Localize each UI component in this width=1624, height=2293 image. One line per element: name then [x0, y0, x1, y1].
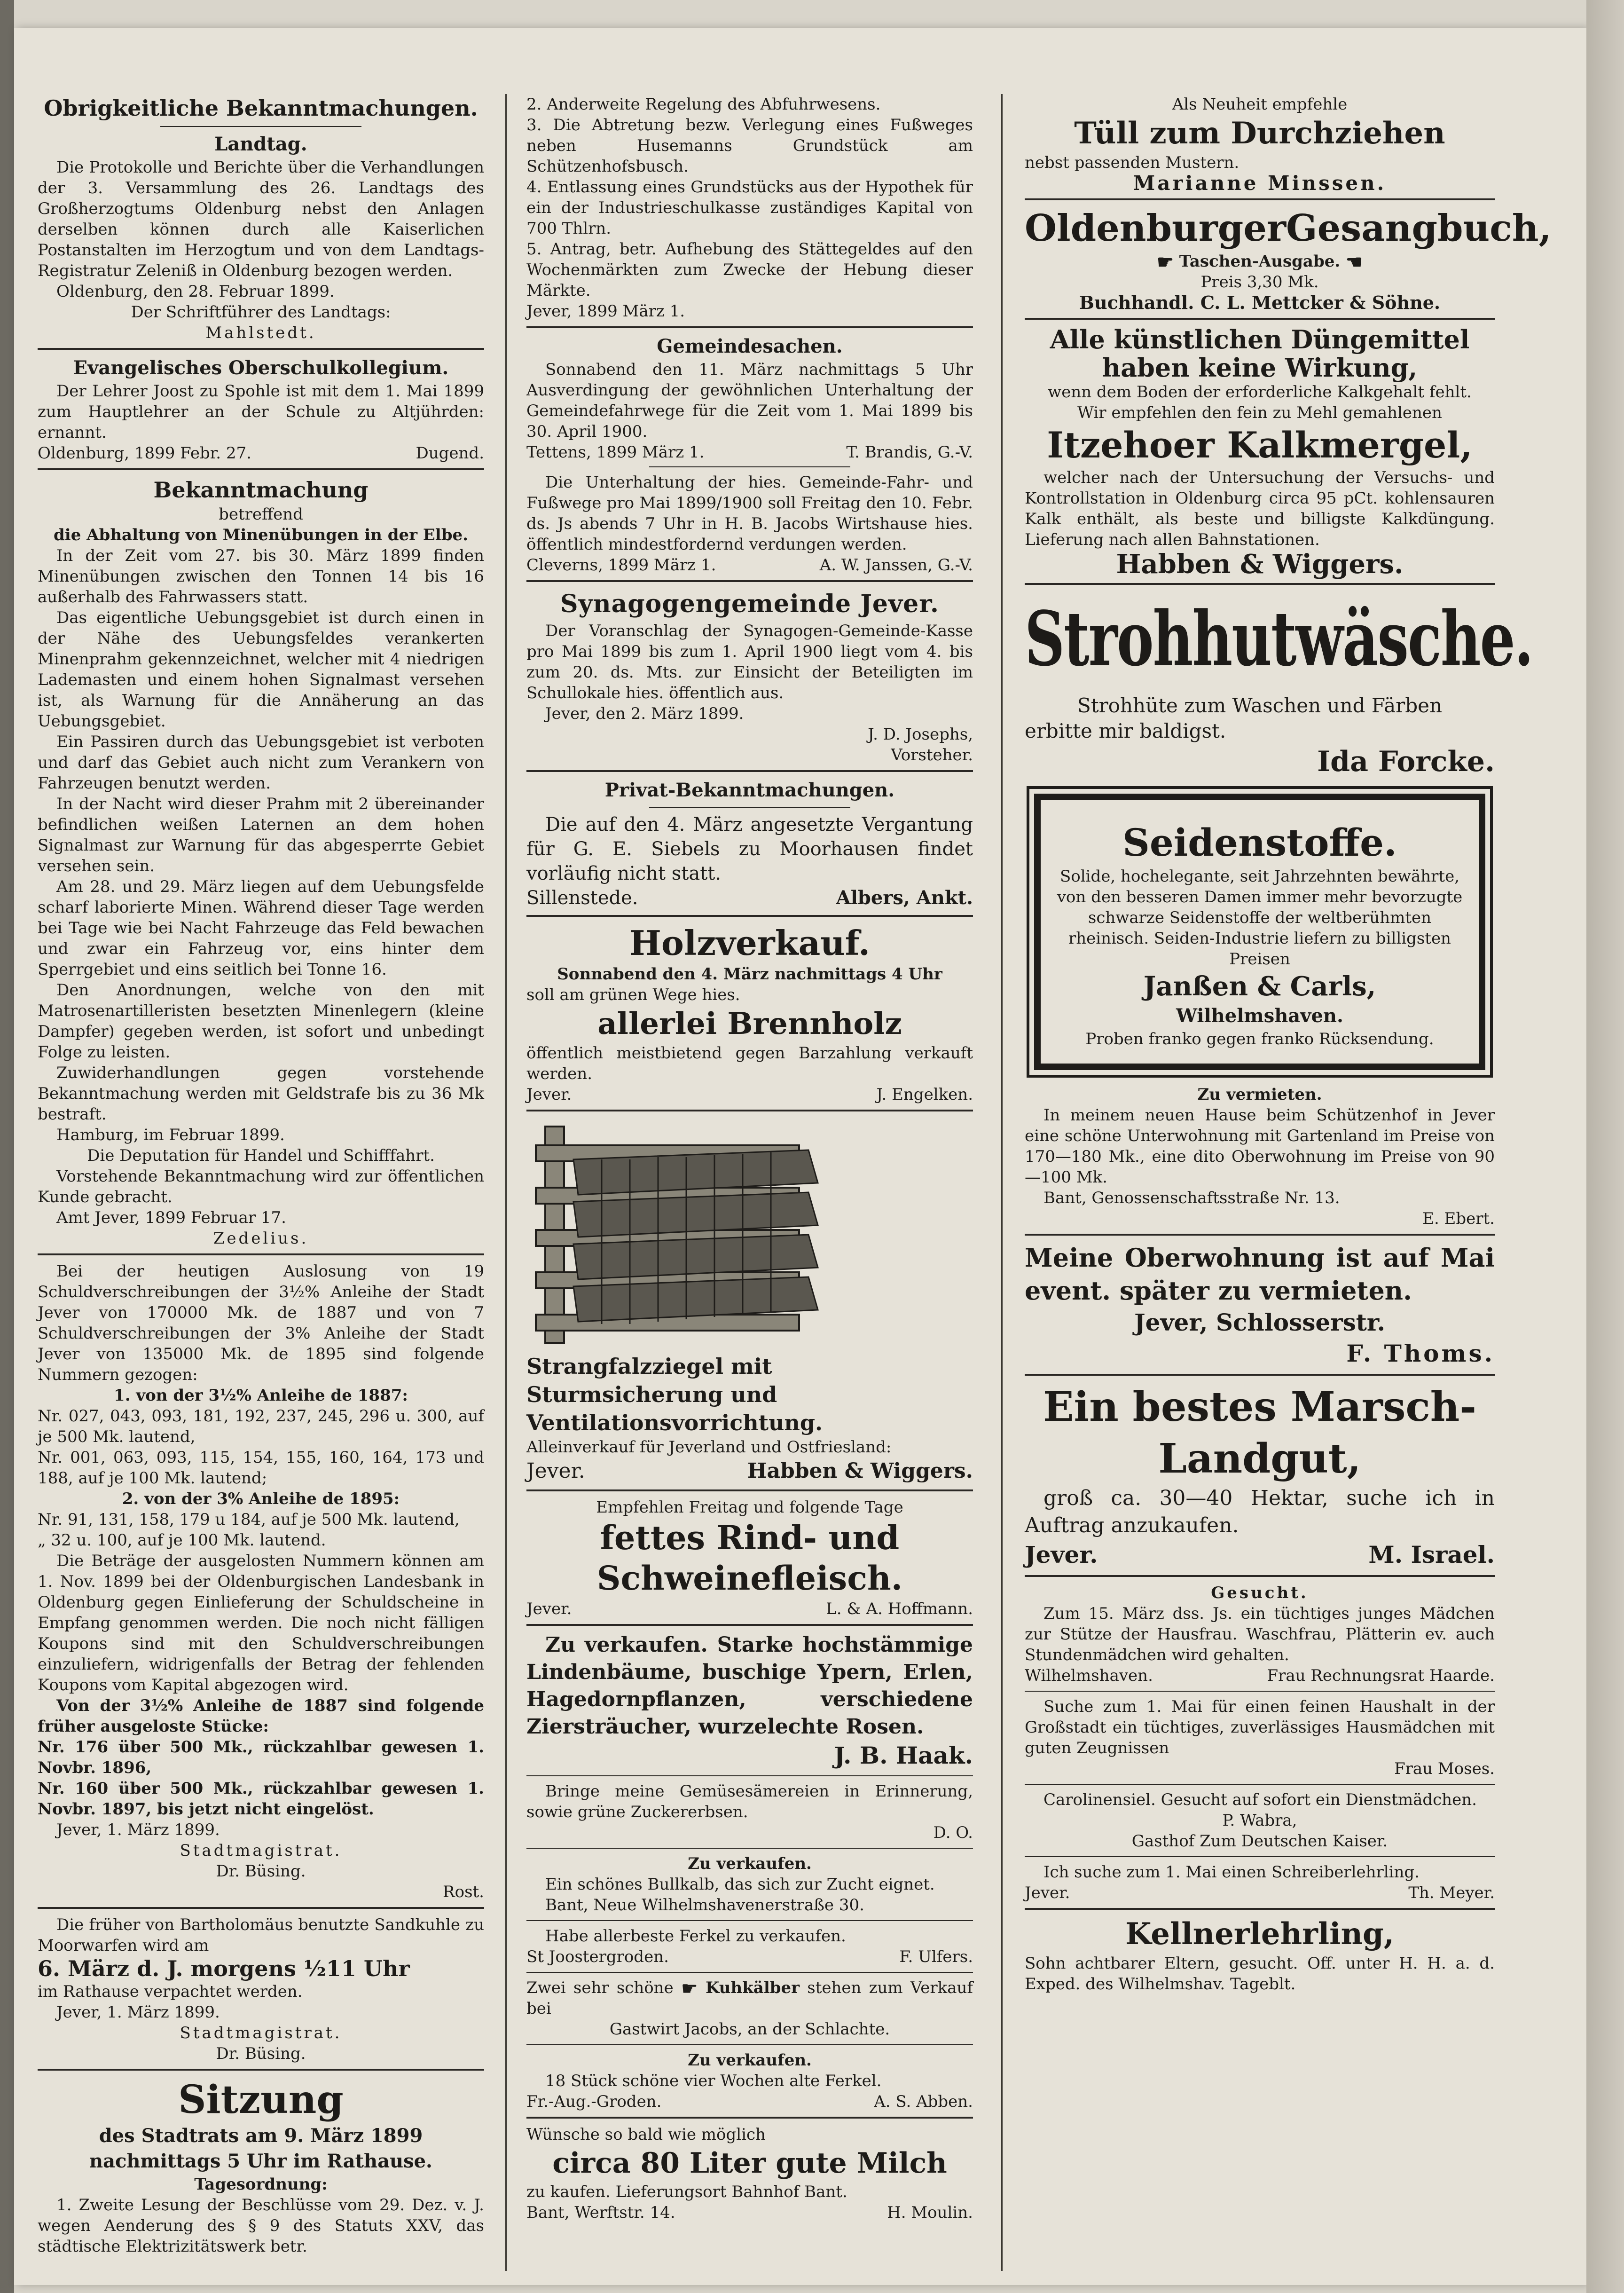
notice-name: Zedelius.	[213, 1229, 309, 1248]
notice-footer	[38, 443, 484, 464]
number-list: Nr. 001, 063, 093, 115, 154, 155, 160, 164, 173 und 188, auf je 100 Mk. lautend;	[38, 1448, 484, 1488]
ad-headline: circa 80 Liter gute Milch	[552, 2147, 947, 2180]
section-title-official: Obrigkeitliche Bekanntmachungen.	[44, 95, 478, 121]
list-heading: 2. von der 3% Anleihe de 1895:	[122, 1489, 400, 1508]
advertiser-name: F. Thoms.	[1346, 1340, 1495, 1367]
divider	[526, 2044, 973, 2045]
notice-body: Der Lehrer Joost zu Spohle ist mit dem 1. Mai 1899 zum Hauptlehrer an der Schule zu Altjührden: ernannt.	[38, 382, 484, 442]
paragraph: Wir empfehlen den fein zu Mehl gemahlenen	[1077, 403, 1442, 422]
ad-headline: Alle künstlichen Düngemittel	[1050, 324, 1470, 355]
ad-footer	[526, 2091, 973, 2112]
list-heading: 1. von der 3½% Anleihe de 1887:	[114, 1386, 408, 1405]
paragraph: erbitte mir baldigst.	[1025, 719, 1226, 742]
agenda-item: 4. Entlassung eines Grundstücks aus der Hypothek für ein der Industrieschulkasse zuständiges Kapital von 700 Thlrn.	[526, 178, 973, 238]
notice-date: Jever, den 2. März 1899.	[545, 704, 744, 723]
divider	[1025, 583, 1495, 585]
ad-ferkel-2	[526, 2050, 973, 2112]
divider	[1025, 318, 1495, 320]
notice-sandkuhle	[38, 1915, 484, 2064]
divider	[526, 915, 973, 917]
paragraph	[526, 1978, 973, 2019]
paragraph: Von der 3½% Anleihe de 1887 sind folgende früher ausgeloste Stücke:	[38, 1696, 484, 1736]
paragraph: Zum 15. März dss. Js. ein tüchtiges junges Mädchen zur Stütze der Hausfrau. Waschfrau, Plätterin ev. auch Stundenmädchen wird gehalten.	[1025, 1604, 1495, 1664]
advertiser-name: Buchhandl. C. L. Mettcker & Söhne.	[1079, 292, 1441, 313]
notice-date: Jever, 1899 März 1.	[526, 302, 685, 321]
paragraph: Alleinverkauf für Jeverland und Ostfriesland:	[526, 1438, 892, 1457]
notice-signer: Stadtmagistrat.	[180, 1841, 342, 1860]
ad-holzverkauf	[526, 922, 973, 1105]
ad-footer	[526, 886, 973, 910]
ad-headline: Seidenstoffe.	[1122, 820, 1397, 865]
column-rule	[505, 94, 507, 2271]
ad-headline: Strohhutwäsche.	[1025, 594, 1533, 683]
notice-date: Jever, 1. März 1899.	[56, 2003, 220, 2022]
ad-footer	[526, 1084, 973, 1105]
paragraph: Bringe meine Gemüsesämereien in Erinnerung, sowie grüne Zuckererbsen.	[526, 1782, 973, 1821]
page-edge	[1586, 0, 1624, 2293]
advertiser-name: Th. Meyer.	[1408, 1883, 1495, 1902]
roof-tile-illustration	[526, 1117, 827, 1352]
ad-headline: Strangfalzziegel mit Sturmsicherung und Ventilationsvorrichtung.	[526, 1354, 823, 1435]
advertiser-name: F. Ulfers.	[899, 1947, 973, 1966]
paragraph: Die auf den 4. März angesetzte Vergantung für G. E. Siebels zu Moorhausen findet vorläufig nicht statt.	[526, 814, 973, 884]
advertiser-name: Janßen & Carls,	[1143, 971, 1376, 1002]
divider	[526, 1848, 973, 1849]
place: Jever.	[1025, 1541, 1098, 1568]
ad-vergantung	[526, 778, 973, 910]
notice-date: Jever, 1. März 1899.	[56, 1820, 220, 1839]
divider	[1025, 198, 1495, 200]
ad-headline: Schweinefleisch.	[596, 1559, 903, 1598]
pointing-hand-icon: ☛	[681, 1978, 698, 2000]
notice-name: Mahlstedt.	[205, 323, 316, 342]
column-1	[38, 94, 484, 2261]
notice-signer: Der Schriftführer des Landtags:	[131, 303, 391, 322]
ad-headline: Ein bestes Marsch-	[1043, 1383, 1476, 1431]
notice-title: Bekanntmachung	[153, 477, 369, 503]
place: St Joostergroden.	[526, 1947, 669, 1966]
text-run: stehen zum Verkauf bei	[526, 1978, 973, 2018]
place: Jever.	[526, 1085, 572, 1104]
divider	[526, 326, 973, 328]
paragraph: Den Anordnungen, welche von den mit Matrosenartilleristen besetzten Minenlegern (kleine Dampfer) gegeben werden, ist sofort und unbedingt Folge zu leisten.	[38, 981, 484, 1062]
paragraph: nebst passenden Mustern.	[1025, 153, 1240, 172]
divider	[1025, 1575, 1495, 1577]
agenda-continued	[526, 94, 973, 322]
ad-title: Zu verkaufen.	[688, 2051, 812, 2070]
ad-bullkalb	[526, 1853, 973, 1915]
address: Gasthof Zum Deutschen Kaiser.	[1131, 1832, 1388, 1851]
paragraph: Das eigentliche Uebungsgebiet ist durch einen in der Nähe des Uebungsfeldes verankerten Minenprahm gekennzeichnet, welcher mit 4 niedrigen Lademasten und einem hohen Signalmast versehen ist, als Warnung für die Annäherung an das Uebungsgebiet.	[38, 608, 484, 731]
text-run: Kuhkälber	[705, 1978, 800, 1997]
text-run: Taschen-Ausgabe.	[1179, 252, 1341, 271]
advertiser-name: Ida Forcke.	[1317, 745, 1495, 778]
divider	[38, 348, 484, 350]
paragraph: Der Voranschlag der Synagogen-Gemeinde-Kasse pro Mai 1899 bis zum 1. April 1900 liegt vom 4. bis zum 20. ds. Mts. zur Einsicht der Beteiligten im Schullokale hies. öffentlich aus.	[526, 622, 973, 702]
ad-footer	[1025, 1665, 1495, 1686]
divider	[1025, 1908, 1495, 1910]
divider	[1025, 1374, 1495, 1376]
ad-sub	[1025, 251, 1495, 272]
ad-fleisch	[526, 1497, 973, 1619]
paragraph: 18 Stück schöne vier Wochen alte Ferkel.	[545, 2072, 882, 2090]
divider	[38, 1253, 484, 1255]
paragraph: Wünsche so bald wie möglich	[526, 2125, 766, 2144]
paragraph: In meinem neuen Hause beim Schützenhof in Jever eine schöne Unterwohnung mit Gartenland im Preise von 170—180 Mk., eine dito Oberwohnung im Preise von 90—100 Mk.	[1025, 1106, 1495, 1187]
ad-headline: OldenburgerGesangbuch,	[1025, 207, 1552, 250]
paragraph: Carolinensiel. Gesucht auf sofort ein Dienstmädchen.	[1043, 1790, 1477, 1809]
number-list: Nr. 027, 043, 093, 181, 192, 237, 245, 296 u. 300, auf je 500 Mk. lautend,	[38, 1407, 484, 1446]
paragraph: Nr. 160 über 500 Mk., rückzahlbar gewesen 1. Novbr. 1897, bis jetzt nicht eingelöst.	[38, 1779, 484, 1819]
notice-title: Synagogengemeinde Jever.	[560, 590, 939, 618]
advertiser-city: Wilhelmshaven.	[1176, 1005, 1343, 1027]
ad-footer	[526, 2202, 973, 2223]
ad-headline: Landgut,	[1158, 1435, 1361, 1482]
agenda-title: Tagesordnung:	[194, 2175, 328, 2194]
advertiser-name: P. Wabra,	[1222, 1811, 1297, 1830]
number-list: Nr. 91, 131, 158, 179 u 184, auf je 500 Mk. lautend,	[38, 1510, 460, 1529]
notice-footer	[526, 555, 973, 575]
paragraph: Strohhüte zum Waschen und Färben	[1077, 694, 1443, 717]
notice-signer: Die Deputation für Handel und Schifffahrt.	[87, 1146, 435, 1165]
place: Jever.	[1025, 1883, 1070, 1902]
ad-footer	[1025, 1883, 1495, 1903]
notice-sub: die Abhaltung von Minenübungen in der Elbe.	[54, 526, 468, 544]
column-3	[1025, 94, 1552, 1999]
notice-date: Cleverns, 1899 März 1.	[526, 556, 716, 575]
notice-name: J. D. Josephs,	[868, 725, 973, 744]
paragraph: soll am grünen Wege hies.	[526, 985, 740, 1004]
divider	[526, 1920, 973, 1921]
notice-title: Sitzung	[178, 2077, 344, 2122]
paragraph: welcher nach der Untersuchung der Versuchs- und Kontrollstation in Oldenburg circa 95 pCt. kohlensauren Kalk enthält, als beste und billigste Kalkdüngung. Lieferung nach allen Bahnstationen.	[1025, 468, 1495, 549]
paragraph: Am 28. und 29. März liegen auf dem Uebungsfelde scharf laborierte Minen. Während dieser Tage werden bei Tage wie bei Nacht Fahrzeuge das Feld bewachen und zwar ein Fahrzeug vor, eins hinter dem Sperrgebiet und eins seitlich bei Tonne 16.	[38, 877, 484, 979]
ad-landgut	[1025, 1381, 1495, 1570]
ad-footer	[1025, 1539, 1495, 1570]
agenda-item: 5. Antrag, betr. Aufhebung des Stättegeldes auf den Wochenmärkten zum Zwecke der Hebung dieser Märkte.	[526, 240, 973, 300]
notice-date: Tettens, 1899 März 1.	[526, 443, 705, 462]
advertiser-name: Albers, Ankt.	[836, 887, 973, 909]
divider	[526, 1110, 973, 1111]
pointing-hand-icon: ☛	[1157, 251, 1174, 273]
paragraph: In der Zeit vom 27. bis 30. März 1899 finden Minenübungen zwischen den Tonnen 14 bis 16 außerhalb des Fahrwassers statt.	[38, 546, 484, 607]
advertiser-name: Frau Rechnungsrat Haarde.	[1267, 1666, 1495, 1685]
ad-title: Zu verkaufen.	[688, 1854, 812, 1873]
divider	[160, 126, 361, 127]
advertiser-name: M. Israel.	[1368, 1541, 1495, 1568]
address: Bant, Werftstr. 14.	[526, 2203, 675, 2222]
paragraph: Proben franko gegen franko Rücksendung.	[1085, 1030, 1434, 1048]
ad-hausmaedchen	[1025, 1696, 1495, 1779]
notice-date: Oldenburg, 1899 Febr. 27.	[38, 444, 251, 463]
ad-schreiber	[1025, 1862, 1495, 1903]
divider	[649, 466, 850, 467]
divider	[38, 2069, 484, 2071]
ad-gesucht	[1025, 1583, 1495, 1686]
divider	[526, 1972, 973, 1973]
agenda-item: 1. Zweite Lesung der Beschlüsse vom 29. Dez. v. J. wegen Aenderung des § 9 des Statuts XXV, das städtische Elektrizitätswerk betr.	[38, 2196, 484, 2256]
agenda-item: 2. Anderweite Regelung des Abfuhrwesens.	[526, 95, 881, 114]
ad-milch	[526, 2124, 973, 2223]
notice-date: Amt Jever, 1899 Februar 17.	[56, 1208, 286, 1227]
notice-oberschul	[38, 355, 484, 464]
notice-title: Gemeindesachen.	[657, 335, 843, 357]
column-2	[526, 94, 973, 2228]
ad-footer	[526, 1458, 973, 1485]
paragraph: im Rathause verpachtet werden.	[38, 1982, 303, 2001]
divider	[526, 1624, 973, 1626]
paragraph: Gastwirt Jacobs, an der Schlachte.	[609, 2020, 890, 2039]
ad-wohnung	[1025, 1084, 1495, 1229]
notice-sub: betreffend	[219, 505, 303, 524]
divider	[526, 2117, 973, 2119]
advertiser-name: J. B. Haak.	[834, 1741, 973, 1769]
ad-title: Zu vermieten.	[1197, 1085, 1322, 1104]
ad-gemuese	[526, 1781, 973, 1843]
divider	[1025, 1691, 1495, 1692]
ad-kalkmergel	[1025, 325, 1495, 578]
advertiser-name: J. Engelken.	[876, 1085, 973, 1104]
paragraph: Suche zum 1. Mai für einen feinen Haushalt in der Großstadt ein tüchtiges, zuverlässiges Hausmädchen mit guten Zeugnissen	[1025, 1697, 1495, 1757]
paragraph: In der Nacht wird dieser Prahm mit 2 übereinander befindlichen weißen Laternen an dem hohen Signalmast zur Warnung für das abgesperrte Gebiet versehen sein.	[38, 795, 484, 875]
notice-title: Landtag.	[214, 133, 307, 155]
ad-headline: Itzehoer Kalkmergel,	[1047, 424, 1473, 466]
ad-headline: haben keine Wirkung,	[1102, 353, 1418, 383]
notice-synagoge	[526, 588, 973, 765]
newspaper-page	[14, 28, 1586, 2285]
paragraph: Empfehlen Freitag und folgende Tage	[596, 1498, 903, 1517]
divider	[1025, 1234, 1495, 1236]
place: Jever.	[526, 1459, 585, 1483]
ad-headline: allerlei Brennholz	[597, 1006, 902, 1041]
paragraph: öffentlich meistbietend gegen Barzahlung verkauft werden.	[526, 1044, 973, 1083]
ad-kellner	[1025, 1915, 1495, 1994]
paragraph: Die Beträge der ausgelosten Nummern können am 1. Nov. 1899 bei der Oldenburgischen Landesbank in Oldenburg gegen Einlieferung der Schuldscheine in Empfang genommen werden. Die noch nicht fälligen Koupons sind mit den Schuldverschreibungen einzuliefern, widrigenfalls der Betrag der fehlenden Koupons vom Kapital abgezogen wird.	[38, 1552, 484, 1694]
divider	[526, 1775, 973, 1776]
divider	[526, 1489, 973, 1491]
ad-strangfalzziegel	[526, 1117, 973, 1485]
paragraph: Ich suche zum 1. Mai einen Schreiberlehrling.	[1043, 1863, 1420, 1882]
paragraph: Sohn achtbarer Eltern, gesucht. Off. unter H. H. a. d. Exped. des Wilhelmshav. Tageblt.	[1025, 1954, 1495, 1994]
number-list: „ 32 u. 100, auf je 100 Mk. lautend.	[38, 1531, 326, 1550]
paragraph: Die früher von Bartholomäus benutzte Sandkuhle zu Moorwarfen wird am	[38, 1915, 484, 1955]
address: Bant, Neue Wilhelmshavenerstraße 30.	[545, 1896, 864, 1915]
place: Fr.-Aug.-Groden.	[526, 2092, 662, 2111]
section-title-private: Privat-Bekanntmachungen.	[604, 779, 895, 801]
binding-gutter	[0, 0, 14, 2293]
ad-seidenstoffe	[1034, 794, 1485, 1070]
ad-footer	[526, 1946, 973, 1967]
paragraph: Solide, hochelegante, seit Jahrzehnten bewährte, von den besseren Damen immer mehr bevorzugte schwarze Seidenstoffe der weltberühmten rheinisch. Seiden-Industrie liefern zu billigsten Preisen	[1057, 867, 1463, 969]
ad-strohhut	[1025, 594, 1533, 780]
ad-headline: fettes Rind- und	[600, 1518, 900, 1557]
address: Bant, Genossenschaftsstraße Nr. 13.	[1043, 1189, 1340, 1207]
paragraph: Meine Oberwohnung ist auf Mai event. später zu vermieten.	[1025, 1243, 1495, 1306]
address: Jever, Schlosserstr.	[1134, 1308, 1385, 1336]
notice-signer: Stadtmagistrat.	[180, 2024, 342, 2042]
ad-footer	[526, 1599, 973, 1619]
notice-name: Rost.	[443, 1883, 484, 1901]
divider	[1025, 1856, 1495, 1857]
paragraph: groß ca. 30—40 Hektar, suche ich in Auftrag anzukaufen.	[1025, 1486, 1495, 1537]
ad-headline: Kellnerlehrling,	[1125, 1916, 1394, 1952]
paragraph: Sonnabend den 11. März nachmittags 5 Uhr Ausverdingung der gewöhnlichen Unterhaltung der Gemeindefahrwege für die Zeit vom 1. Mai 1899 bis 30. April 1900.	[526, 360, 973, 441]
notice-gemeinde	[526, 334, 973, 575]
ad-kuhkaelber	[526, 1978, 973, 2040]
ad-title: Holzverkauf.	[629, 923, 871, 963]
notice-sitzung	[38, 2076, 484, 2257]
notice-auslosung	[38, 1261, 484, 1902]
advertiser-name: Marianne Minssen.	[1133, 172, 1387, 195]
notice-name: Dr. Büsing.	[216, 1862, 306, 1881]
ad-ferkel	[526, 1926, 973, 1967]
paragraph: Habe allerbeste Ferkel zu verkaufen.	[545, 1927, 846, 1946]
advertiser-name: Habben & Wiggers.	[1116, 549, 1404, 580]
paragraph: Die Unterhaltung der hies. Gemeinde-Fahr- und Fußwege pro Mai 1899/1900 soll Freitag den 10. Febr. ds. Js abends 7 Uhr in H. B. Jacobs Wirtshause hies. öffentlich mindestfordernd verdungen werden.	[526, 473, 973, 554]
advertiser-name: E. Ebert.	[1422, 1209, 1495, 1228]
notice-name: Dr. Büsing.	[216, 2044, 306, 2063]
divider	[526, 580, 973, 582]
paragraph: Vorstehende Bekanntmachung wird zur öffentlichen Kunde gebracht.	[38, 1167, 484, 1206]
place: Sillenstede.	[526, 887, 638, 909]
price: Preis 3,30 Mk.	[1200, 273, 1319, 292]
notice-footer	[526, 442, 973, 463]
divider	[38, 1907, 484, 1909]
paragraph: wenn dem Boden der erforderliche Kalkgehalt fehlt.	[1048, 383, 1472, 402]
divider	[649, 807, 850, 808]
ad-tuell	[1025, 94, 1495, 194]
notice-body: Die Protokolle und Berichte über die Verhandlungen der 3. Versammlung des 26. Landtags des Großherzogtums Oldenburg nebst den Anlagen derselben können durch alle Kaiserlichen Postanstalten im Herzogtum und von dem Landtags-Registratur Zeleniß in Oldenburg bezogen werden.	[38, 158, 484, 280]
notice-landtag	[38, 94, 484, 343]
advertiser-name: A. S. Abben.	[874, 2092, 973, 2111]
paragraph: Zu verkaufen. Starke hochstämmige Lindenbäume, buschige Ypern, Erlen, Hagedornpflanzen, verschiedene Ziersträucher, wurzelechte Rosen.	[526, 1633, 973, 1739]
divider	[526, 770, 973, 772]
notice-role: Vorsteher.	[891, 746, 973, 764]
notice-date: Hamburg, im Februar 1899.	[56, 1126, 285, 1144]
place: Jever.	[526, 1600, 572, 1618]
pointing-hand-left-icon: ☚	[1346, 251, 1363, 273]
notice-name: Dugend.	[416, 444, 484, 463]
paragraph: Als Neuheit empfehle	[1172, 95, 1348, 114]
notice-name: T. Brandis, G.-V.	[846, 443, 973, 462]
paragraph: Bei der heutigen Auslosung von 19 Schuldverschreibungen der 3½% Anleihe der Stadt Jever von 170000 Mk. de 1887 und von 7 Schuldverschreibungen der 3% Anleihe der Stadt Jever von 135000 Mk. de 1895 sind folgende Nummern gezogen:	[38, 1262, 484, 1384]
agenda-item: 3. Die Abtretung bezw. Verlegung eines Fußweges neben Husemanns Grundstück am Schützenhofsbusch.	[526, 116, 973, 176]
paragraph: Nr. 176 über 500 Mk., rückzahlbar gewesen 1. Novbr. 1896,	[38, 1738, 484, 1777]
advertiser-name: D. O.	[933, 1823, 973, 1842]
ad-title: Gesucht.	[1211, 1584, 1309, 1602]
column-rule	[1001, 94, 1003, 2271]
notice-title: Evangelisches Oberschulkollegium.	[73, 357, 449, 379]
ad-gesangbuch	[1025, 206, 1552, 313]
notice-name: A. W. Janssen, G.-V.	[819, 556, 973, 575]
notice-sub: des Stadtrats am 9. März 1899	[99, 2125, 423, 2147]
paragraph: Ein Passiren durch das Uebungsgebiet ist verboten und darf das Gebiet auch nicht zum Verankern von Fahrzeugen benutzt werden.	[38, 733, 484, 793]
notice-minen	[38, 476, 484, 1249]
notice-date: Oldenburg, den 28. Februar 1899.	[56, 282, 335, 301]
ad-date: Sonnabend den 4. März nachmittags 4 Uhr	[557, 965, 942, 984]
divider	[38, 468, 484, 470]
advertiser-name: H. Moulin.	[887, 2203, 973, 2222]
auction-date: 6. März d. J. morgens ½11 Uhr	[38, 1956, 410, 1981]
divider	[1025, 1784, 1495, 1785]
ad-headline: Tüll zum Durchziehen	[1074, 116, 1445, 151]
paragraph: Ein schönes Bullkalb, das sich zur Zucht eignet.	[545, 1875, 935, 1894]
paragraph: Zuwiderhandlungen gegen vorstehende Bekanntmachung werden mit Geldstrafe bis zu 36 Mk bestraft.	[38, 1064, 484, 1124]
ad-linden	[526, 1631, 973, 1771]
text-run: Zwei sehr schöne	[526, 1978, 674, 1997]
ad-oberwohnung	[1025, 1241, 1495, 1369]
advertiser-name: Frau Moses.	[1394, 1759, 1495, 1778]
notice-sub: nachmittags 5 Uhr im Rathause.	[89, 2150, 432, 2172]
paragraph: zu kaufen. Lieferungsort Bahnhof Bant.	[526, 2183, 847, 2201]
ad-carolinensiel	[1025, 1789, 1495, 1852]
place: Wilhelmshaven.	[1025, 1666, 1153, 1685]
advertiser-name: L. & A. Hoffmann.	[826, 1600, 973, 1618]
advertiser-name: Habben & Wiggers.	[747, 1459, 973, 1483]
